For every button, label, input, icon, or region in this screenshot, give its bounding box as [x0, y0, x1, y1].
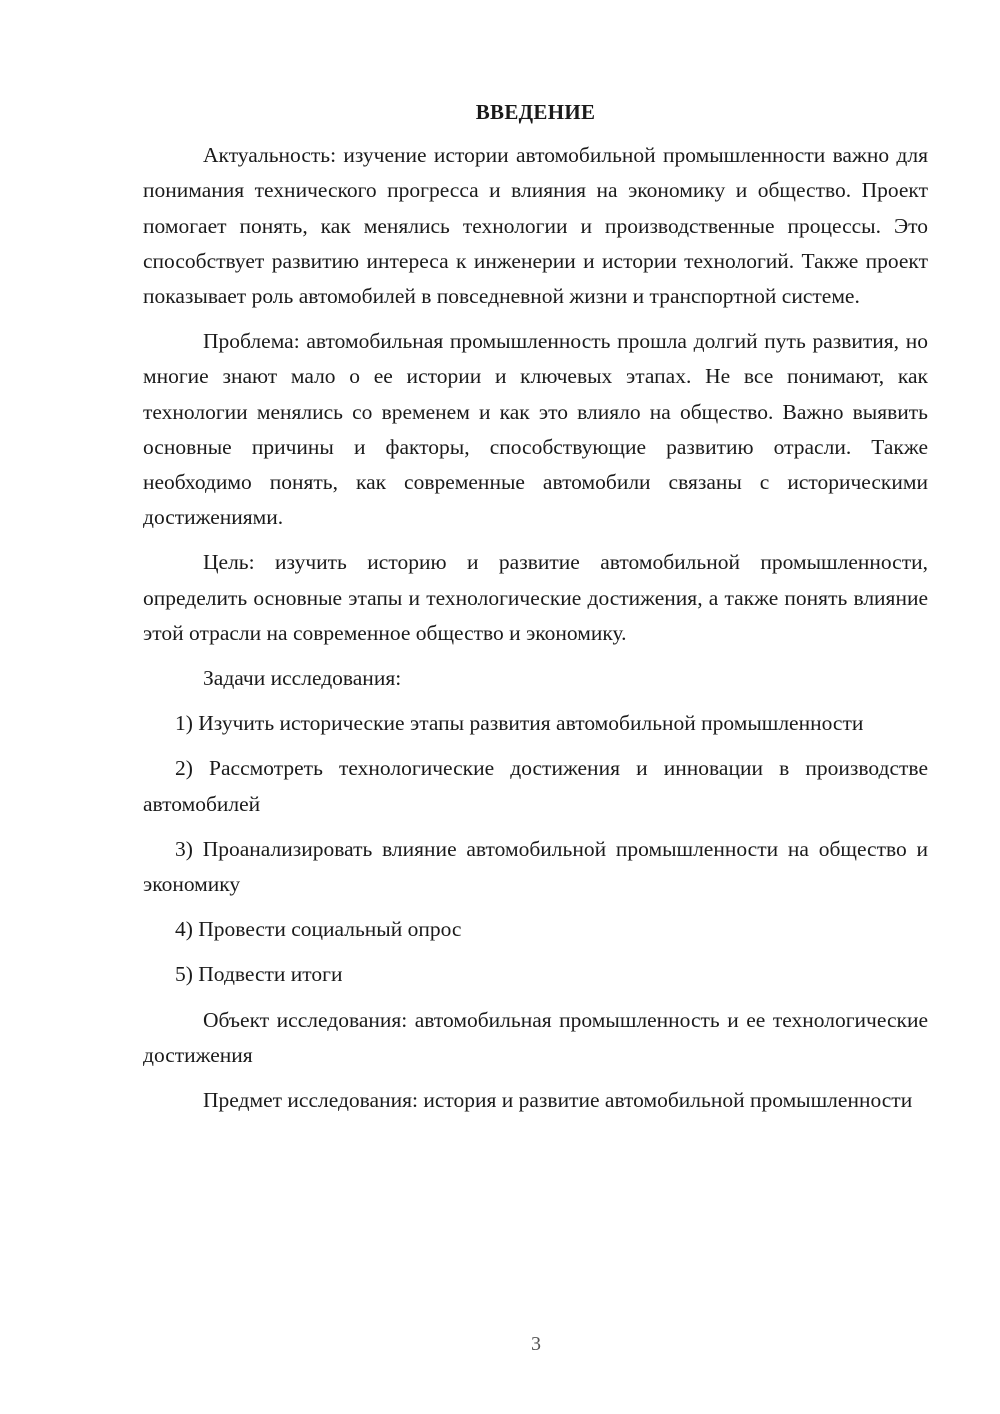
- task-item: 2) Рассмотреть технологические достижения и инновации в производстве автомобилей: [143, 756, 928, 816]
- tasks-heading: Задачи исследования:: [203, 666, 402, 691]
- object-paragraph: Объект исследования: автомобильная промышленность и ее технологические достижения: [143, 1007, 928, 1067]
- task-item: 3) Проанализировать влияние автомобильной промышленности на общество и экономику: [143, 836, 928, 897]
- problem-paragraph: Проблема: автомобильная промышленность прошла долгий путь развития, но многие знают мало о ее истории и ключевых этапах. Не все понимают, как технологии менялись со временем и как это влияло на общество. Важно выявить основные причины и факторы, способствующие развитию отрасли. Также необходимо понять, как современные автомобили связаны с историческими достижениями.: [143, 329, 928, 530]
- relevance-paragraph: Актуальность: изучение истории автомобильной промышленности важно для понимания технического прогресса и влияния на экономику и общество. Проект помогает понять, как менялись технологии и производственные процессы. Это способствует развитию интереса к инженерии и истории технологий. Также проект показывает роль автомобилей в повседневной жизни и транспортной системе.: [143, 143, 928, 309]
- subject-paragraph: Предмет исследования: история и развитие автомобильной промышленности: [203, 1088, 913, 1113]
- page-number: 3: [531, 1333, 541, 1355]
- task-item: 4) Провести социальный опрос: [175, 917, 462, 942]
- section-title: ВВЕДЕНИЕ: [475, 100, 596, 124]
- goal-paragraph: Цель: изучить историю и развитие автомобильной промышленности, определить основные этапы и технологические достижения, а также понять влияние этой отрасли на современное общество и экономику.: [143, 550, 928, 645]
- document-page: [143, 95, 928, 1128]
- task-item: 1) Изучить исторические этапы развития автомобильной промышленности: [175, 711, 864, 736]
- task-item: 5) Подвести итоги: [175, 962, 343, 987]
